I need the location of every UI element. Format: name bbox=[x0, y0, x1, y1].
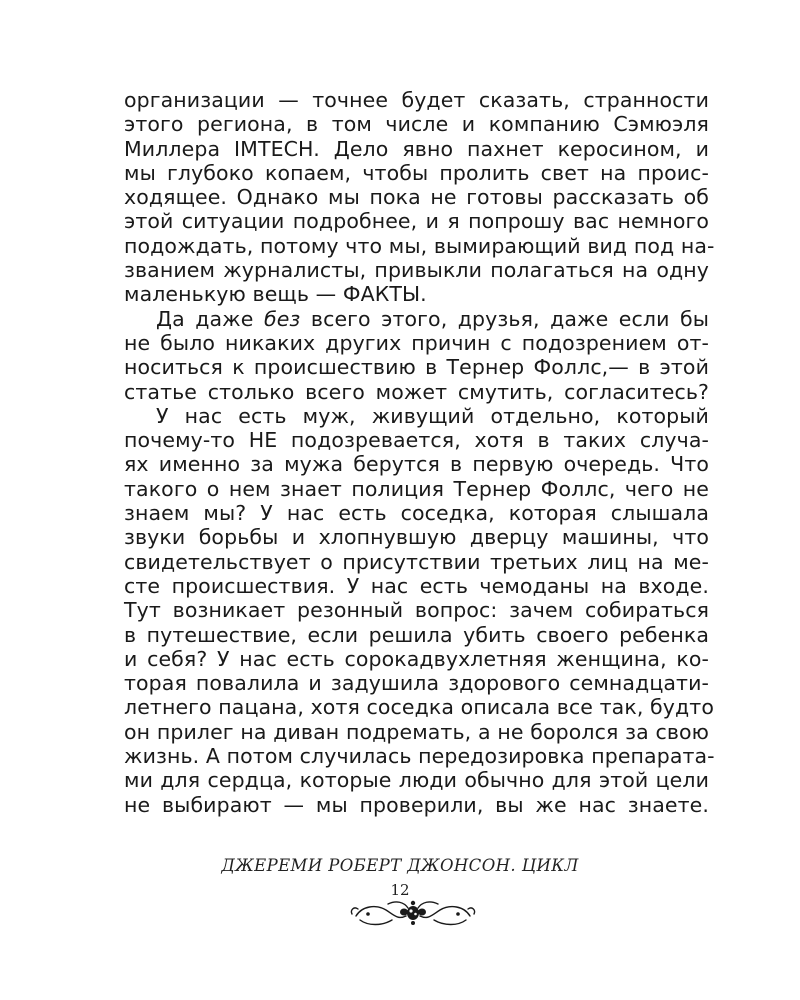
text-line: свидетельствует о присутствии третьих лиц на ме- bbox=[124, 549, 709, 574]
text-line: У нас есть муж, живущий отдельно, который bbox=[156, 403, 709, 428]
text-line bbox=[124, 307, 709, 331]
text-line: звуки борьбы и хлопнувшую дверцу машины, что bbox=[124, 525, 709, 550]
text-line: и себя? У нас есть сорокадвухлетняя женщина, ко- bbox=[124, 646, 709, 671]
text-fragment: всего этого, друзья, даже если бы bbox=[300, 306, 709, 331]
emphasis-text: без bbox=[263, 306, 301, 331]
text-line: Миллера IMTECH. Дело явно пахнет керосином, и bbox=[124, 136, 709, 161]
text-line: почему-то НЕ подозревается, хотя в таких случа- bbox=[124, 428, 709, 453]
page-number: 12 bbox=[390, 881, 410, 899]
text-line: этого региона, в том числе и компанию Сэмюэля bbox=[124, 112, 709, 137]
text-line: ми для сердца, которые люди обычно для этой цели bbox=[124, 768, 709, 793]
body-text bbox=[124, 88, 715, 817]
text-line: подождать, потому что мы, вымирающий вид под на- bbox=[124, 233, 715, 258]
text-line: не было никаких других причин с подозрением от- bbox=[124, 330, 709, 355]
text-line: знаем мы? У нас есть соседка, которая слышала bbox=[124, 501, 709, 526]
text-line: в путешествие, если решила убить своего ребенка bbox=[124, 622, 709, 647]
text-line: летнего пацана, хотя соседка описала все так, будто bbox=[124, 695, 714, 720]
text-line: жизнь. А потом случилась передозировка препарата- bbox=[124, 744, 715, 769]
text-fragment: Да даже bbox=[156, 306, 264, 331]
text-line: ходящее. Однако мы пока не готовы рассказать об bbox=[124, 185, 709, 210]
text-line: мы глубоко копаем, чтобы пролить свет на проис- bbox=[124, 160, 709, 185]
text-line: званием журналисты, привыкли полагаться на одну bbox=[124, 258, 709, 283]
text-line: ях именно за мужа берутся в первую очередь. Что bbox=[124, 452, 709, 477]
text-line: статье столько всего может смутить, согласитесь? bbox=[124, 379, 709, 404]
text-line: этой ситуации подробнее, и я попрошу вас немного bbox=[124, 209, 709, 234]
text-line: маленькую вещь — ФАКТЫ. bbox=[124, 282, 427, 307]
text-line: носиться к происшествию в Тернер Фоллс,— в этой bbox=[124, 355, 709, 380]
text-line: организации — точнее будет сказать, странности bbox=[124, 88, 709, 112]
flourish-ornament-icon bbox=[348, 896, 478, 930]
text-line: такого о нем знает полиция Тернер Фоллс, чего не bbox=[124, 476, 709, 501]
text-line: он прилег на диван подремать, а не боролся за свою bbox=[124, 719, 709, 744]
text-line: сте происшествия. У нас есть чемоданы на входе. bbox=[124, 573, 709, 598]
running-title: ДЖЕРЕМИ РОБЕРТ ДЖОНСОН. ЦИКЛ bbox=[221, 856, 579, 875]
text-line: торая повалила и задушила здорового семнадцати- bbox=[124, 671, 709, 696]
text-line: не выбирают — мы проверили, вы же нас знаете. bbox=[124, 792, 709, 817]
text-line: Тут возникает резонный вопрос: зачем собираться bbox=[124, 598, 709, 623]
